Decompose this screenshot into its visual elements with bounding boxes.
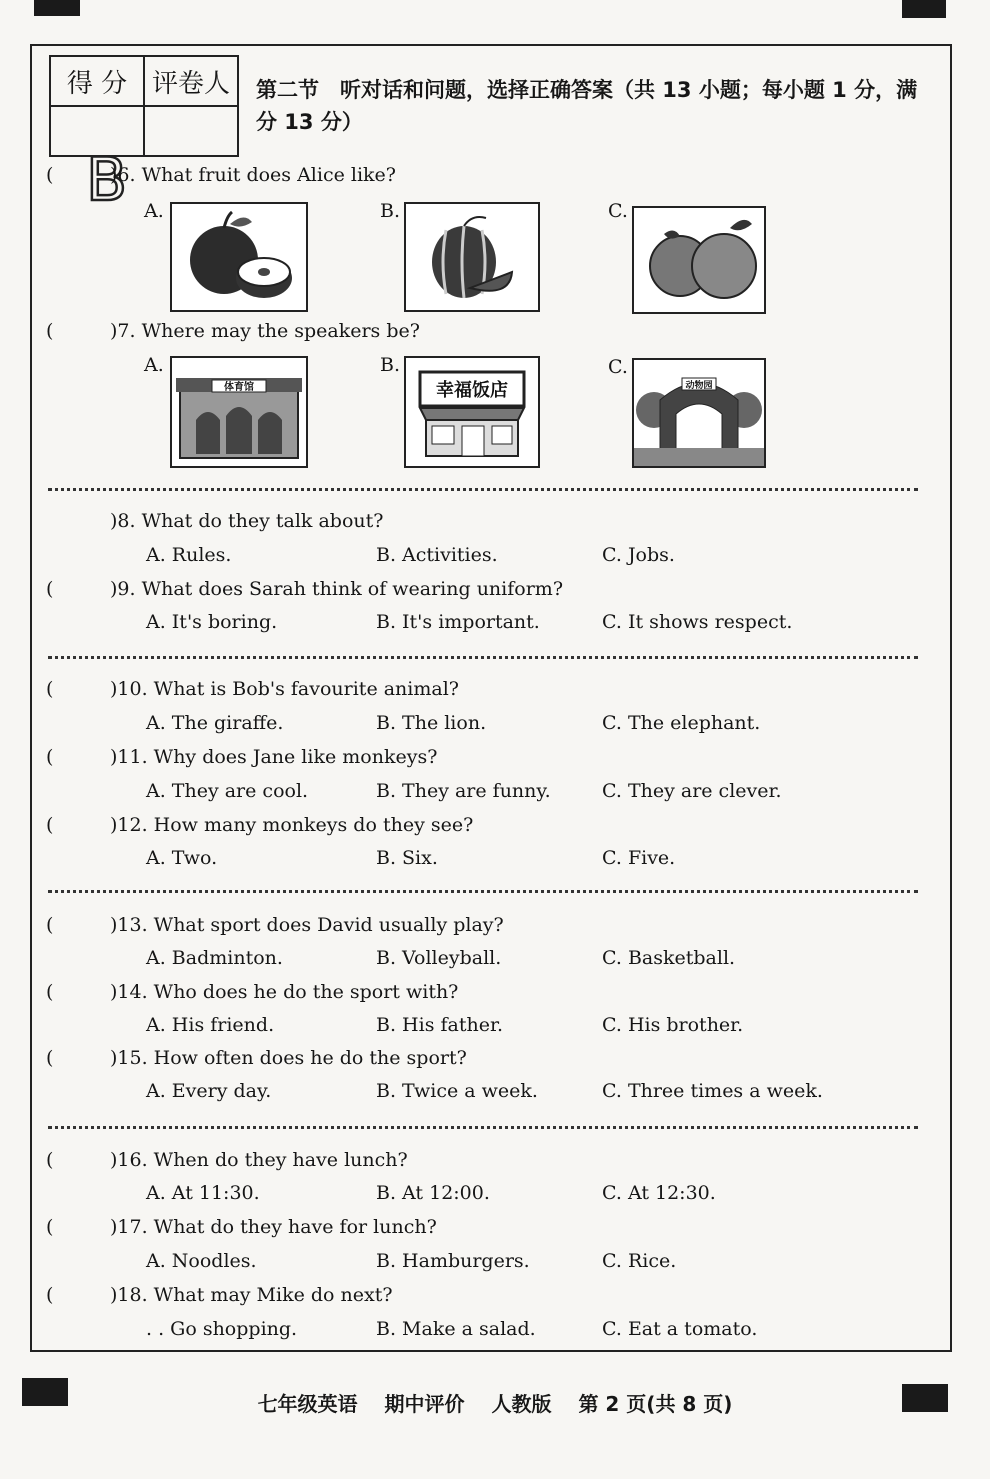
question-text: )15. How often does he do the sport? <box>110 1047 467 1069</box>
divider-dotted <box>48 656 918 659</box>
question-16-line <box>46 1149 956 1175</box>
question-text: )8. What do they talk about? <box>110 510 384 532</box>
watermelon-icon <box>406 204 538 310</box>
grader-label: 评卷人 <box>144 56 238 106</box>
section-title: 第二节 听对话和问题，选择正确答案（共 13 小题；每小题 1 分，满分 13 分） <box>256 78 918 134</box>
question-8-options <box>46 544 956 570</box>
option-a[interactable]: A. Two. <box>146 847 218 869</box>
option-b[interactable]: B. His father. <box>376 1014 503 1036</box>
question-text: )12. How many monkeys do they see? <box>110 814 474 836</box>
question-11-line <box>46 746 956 772</box>
option-b[interactable]: B. The lion. <box>376 712 487 734</box>
option-label: A. <box>144 200 164 222</box>
option-b-picture[interactable] <box>404 202 540 312</box>
zoo-gate-icon <box>634 360 764 466</box>
registration-mark-top-right <box>902 0 946 18</box>
option-c[interactable]: C. Rice. <box>602 1250 677 1272</box>
question-9-line <box>46 578 956 604</box>
question-13-line <box>46 914 956 940</box>
restaurant-icon <box>406 358 538 466</box>
answer-bracket[interactable]: ( <box>46 320 54 342</box>
option-b[interactable]: B. Hamburgers. <box>376 1250 530 1272</box>
option-a[interactable]: A. Rules. <box>146 544 232 566</box>
answer-bracket[interactable]: ( <box>46 1284 54 1306</box>
question-16-options <box>46 1182 956 1208</box>
building-sign: 动物园 <box>685 381 713 391</box>
question-13-options <box>46 947 956 973</box>
option-b-picture[interactable] <box>404 356 540 468</box>
score-table <box>49 55 239 157</box>
question-18-options <box>46 1318 956 1344</box>
question-text: )10. What is Bob's favourite animal? <box>110 678 459 700</box>
question-6-line <box>46 164 956 190</box>
answer-bracket[interactable]: ( <box>46 678 54 700</box>
option-b[interactable]: B. It's important. <box>376 611 540 633</box>
option-a[interactable]: A. His friend. <box>146 1014 275 1036</box>
answer-bracket[interactable]: ( <box>46 578 54 600</box>
option-a[interactable]: A. The giraffe. <box>146 712 284 734</box>
answer-bracket[interactable]: ( <box>46 1047 54 1069</box>
answer-bracket[interactable]: ( <box>46 1216 54 1238</box>
question-text: )14. Who does he do the sport with? <box>110 981 459 1003</box>
question-text: )11. Why does Jane like monkeys? <box>110 746 438 768</box>
answer-bracket[interactable]: ( <box>46 814 54 836</box>
option-c-picture[interactable] <box>632 206 766 314</box>
option-b[interactable]: B. Make a salad. <box>376 1318 536 1340</box>
option-c-picture[interactable] <box>632 358 766 468</box>
question-12-options <box>46 847 956 873</box>
oranges-icon <box>634 208 764 312</box>
sports-hall-icon <box>172 358 306 466</box>
option-a[interactable]: A. They are cool. <box>146 780 309 802</box>
page-footer <box>0 1388 990 1417</box>
question-14-line <box>46 981 956 1007</box>
registration-mark-top-left <box>34 0 80 16</box>
option-b[interactable]: B. Six. <box>376 847 438 869</box>
question-17-options <box>46 1250 956 1276</box>
question-15-line <box>46 1047 956 1073</box>
question-text: )18. What may Mike do next? <box>110 1284 393 1306</box>
question-text: )16. When do they have lunch? <box>110 1149 408 1171</box>
option-c[interactable]: C. They are clever. <box>602 780 782 802</box>
footer-grade-subject: 七年级英语 <box>257 1392 358 1416</box>
answer-bracket[interactable]: ( <box>46 1149 54 1171</box>
option-c[interactable]: C. The elephant. <box>602 712 761 734</box>
question-14-options <box>46 1014 956 1040</box>
divider-dotted <box>48 488 918 491</box>
building-sign: 体育馆 <box>224 382 254 393</box>
option-b[interactable]: B. Volleyball. <box>376 947 502 969</box>
option-label: A. <box>144 354 164 376</box>
handwritten-answer-text: B <box>86 146 128 210</box>
divider-dotted <box>48 890 918 893</box>
question-10-options <box>46 712 956 738</box>
question-text: )13. What sport does David usually play? <box>110 914 504 936</box>
apple-icon <box>172 204 306 310</box>
question-11-options <box>46 780 956 806</box>
option-a[interactable]: A. It's boring. <box>146 611 278 633</box>
question-text: )7. Where may the speakers be? <box>110 320 420 342</box>
option-a[interactable]: A. Every day. <box>146 1080 272 1102</box>
question-8-line <box>46 510 956 536</box>
option-a[interactable]: A. Noodles. <box>146 1250 257 1272</box>
option-c[interactable]: C. Eat a tomato. <box>602 1318 758 1340</box>
answer-bracket[interactable]: ( <box>46 164 54 186</box>
option-c[interactable]: C. Basketball. <box>602 947 736 969</box>
question-9-options <box>46 611 956 637</box>
divider-dotted <box>48 1126 918 1129</box>
option-b[interactable]: B. Activities. <box>376 544 498 566</box>
option-label: B. <box>380 200 401 222</box>
option-label: C. <box>608 200 628 222</box>
option-c[interactable]: C. Jobs. <box>602 544 675 566</box>
answer-bracket[interactable]: ( <box>46 981 54 1003</box>
question-text: )6. What fruit does Alice like? <box>110 164 396 186</box>
question-17-line <box>46 1216 956 1242</box>
footer-exam: 期中评价 <box>384 1392 465 1416</box>
option-a-picture[interactable] <box>170 356 308 468</box>
question-15-options <box>46 1080 956 1106</box>
option-c[interactable]: C. At 12:30. <box>602 1182 716 1204</box>
footer-edition: 人教版 <box>491 1392 552 1416</box>
option-c[interactable]: C. Three times a week. <box>602 1080 823 1102</box>
answer-bracket[interactable]: ( <box>46 746 54 768</box>
option-a-picture[interactable] <box>170 202 308 312</box>
option-a[interactable]: . . Go shopping. <box>146 1318 298 1340</box>
option-b[interactable]: B. At 12:00. <box>376 1182 490 1204</box>
answer-bracket[interactable]: ( <box>46 914 54 936</box>
score-label: 得 分 <box>50 56 144 106</box>
footer-page-number: 第 2 页(共 8 页) <box>578 1392 733 1416</box>
question-10-line <box>46 678 956 704</box>
option-a[interactable]: A. Badminton. <box>146 947 283 969</box>
option-b[interactable]: B. They are funny. <box>376 780 551 802</box>
option-b[interactable]: B. Twice a week. <box>376 1080 538 1102</box>
question-text: )9. What does Sarah think of wearing uniform? <box>110 578 564 600</box>
question-7-line <box>46 320 956 346</box>
option-c[interactable]: C. It shows respect. <box>602 611 793 633</box>
question-12-line <box>46 814 956 840</box>
option-label: C. <box>608 356 628 378</box>
question-text: )17. What do they have for lunch? <box>110 1216 437 1238</box>
grader-field[interactable] <box>144 106 238 156</box>
option-c[interactable]: C. His brother. <box>602 1014 744 1036</box>
building-sign: 幸福饭店 <box>436 380 508 401</box>
option-label: B. <box>380 354 401 376</box>
question-18-line <box>46 1284 956 1310</box>
option-c[interactable]: C. Five. <box>602 847 676 869</box>
option-a[interactable]: A. At 11:30. <box>146 1182 260 1204</box>
